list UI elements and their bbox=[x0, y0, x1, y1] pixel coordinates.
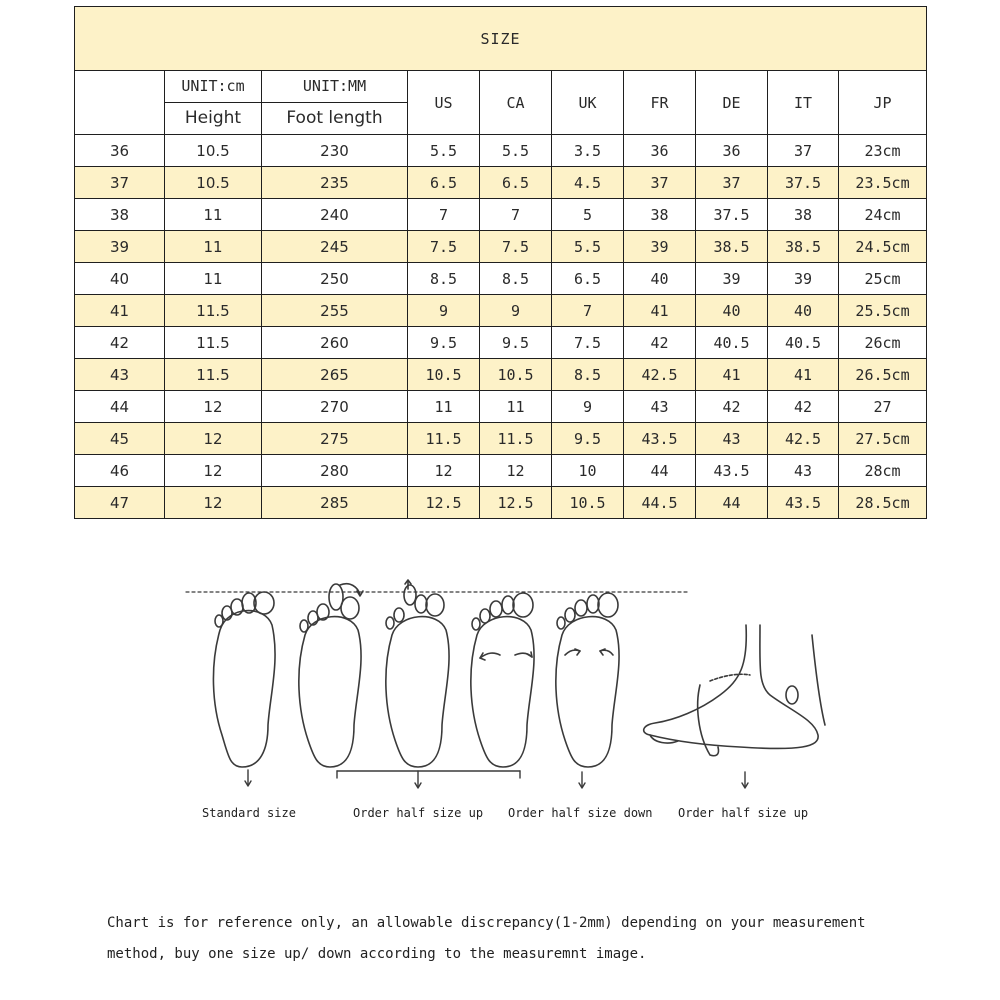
side-view-foot-drawing bbox=[644, 625, 825, 756]
cell-it: 43 bbox=[768, 455, 839, 487]
cell-fr: 39 bbox=[624, 231, 696, 263]
table-row bbox=[75, 263, 927, 295]
cell-height: 11 bbox=[165, 199, 262, 231]
cell-ca: 10.5 bbox=[480, 359, 552, 391]
cell-height: 10.5 bbox=[165, 135, 262, 167]
cell-it: 37 bbox=[768, 135, 839, 167]
cell-eu-size: 44 bbox=[75, 391, 165, 423]
cell-foot-length: 230 bbox=[262, 135, 408, 167]
cell-jp: 28cm bbox=[839, 455, 927, 487]
wide-forefoot-drawing bbox=[386, 580, 449, 767]
cell-eu-size: 42 bbox=[75, 327, 165, 359]
unit-mm-label: UNIT:MM bbox=[262, 71, 407, 103]
cell-jp: 27 bbox=[839, 391, 927, 423]
cell-foot-length: 280 bbox=[262, 455, 408, 487]
cell-fr: 36 bbox=[624, 135, 696, 167]
cell-height: 12 bbox=[165, 423, 262, 455]
table-row bbox=[75, 231, 927, 263]
cell-fr: 42 bbox=[624, 327, 696, 359]
cell-uk: 7.5 bbox=[552, 327, 624, 359]
size-title: SIZE bbox=[75, 7, 927, 71]
unit-cm-label: UNIT:cm bbox=[165, 71, 261, 103]
cell-us: 6.5 bbox=[408, 167, 480, 199]
cell-height: 11.5 bbox=[165, 295, 262, 327]
cell-de: 40.5 bbox=[696, 327, 768, 359]
cell-ca: 11 bbox=[480, 391, 552, 423]
cell-fr: 37 bbox=[624, 167, 696, 199]
reference-note bbox=[107, 908, 907, 970]
cell-foot-length: 265 bbox=[262, 359, 408, 391]
cell-jp: 28.5cm bbox=[839, 487, 927, 519]
cell-foot-length: 255 bbox=[262, 295, 408, 327]
cell-ca: 12 bbox=[480, 455, 552, 487]
cell-ca: 6.5 bbox=[480, 167, 552, 199]
cell-it: 40 bbox=[768, 295, 839, 327]
cell-foot-length: 275 bbox=[262, 423, 408, 455]
cell-ca: 5.5 bbox=[480, 135, 552, 167]
empty-header-cell bbox=[75, 71, 165, 135]
cell-jp: 24.5cm bbox=[839, 231, 927, 263]
cell-uk: 9 bbox=[552, 391, 624, 423]
note-line-2: method, buy one size up/ down according to the measuremnt image. bbox=[107, 946, 647, 962]
cell-fr: 44 bbox=[624, 455, 696, 487]
cell-fr: 38 bbox=[624, 199, 696, 231]
narrow-foot-drawing bbox=[471, 593, 534, 767]
header-jp: JP bbox=[839, 71, 927, 135]
cell-it: 39 bbox=[768, 263, 839, 295]
cell-jp: 27.5cm bbox=[839, 423, 927, 455]
cell-fr: 40 bbox=[624, 263, 696, 295]
cell-uk: 5.5 bbox=[552, 231, 624, 263]
cell-us: 9 bbox=[408, 295, 480, 327]
cell-uk: 3.5 bbox=[552, 135, 624, 167]
cell-us: 11.5 bbox=[408, 423, 480, 455]
height-header bbox=[165, 71, 262, 135]
cell-uk: 10 bbox=[552, 455, 624, 487]
cell-foot-length: 235 bbox=[262, 167, 408, 199]
cell-it: 42.5 bbox=[768, 423, 839, 455]
cell-de: 36 bbox=[696, 135, 768, 167]
cell-height: 11 bbox=[165, 263, 262, 295]
header-ca: CA bbox=[480, 71, 552, 135]
cell-eu-size: 43 bbox=[75, 359, 165, 391]
cell-eu-size: 45 bbox=[75, 423, 165, 455]
cell-us: 9.5 bbox=[408, 327, 480, 359]
size-rows bbox=[75, 135, 927, 519]
header-uk: UK bbox=[552, 71, 624, 135]
cell-jp: 24cm bbox=[839, 199, 927, 231]
caption-order-half-size-up-side: Order half size up bbox=[678, 806, 809, 820]
cell-eu-size: 41 bbox=[75, 295, 165, 327]
cell-height: 11 bbox=[165, 231, 262, 263]
table-row bbox=[75, 199, 927, 231]
cell-eu-size: 36 bbox=[75, 135, 165, 167]
cell-ca: 7.5 bbox=[480, 231, 552, 263]
cell-height: 12 bbox=[165, 455, 262, 487]
cell-de: 43 bbox=[696, 423, 768, 455]
cell-de: 37.5 bbox=[696, 199, 768, 231]
caption-standard-size: Standard size bbox=[202, 806, 296, 820]
cell-foot-length: 240 bbox=[262, 199, 408, 231]
cell-jp: 25.5cm bbox=[839, 295, 927, 327]
cell-de: 41 bbox=[696, 359, 768, 391]
cell-us: 12.5 bbox=[408, 487, 480, 519]
cell-de: 38.5 bbox=[696, 231, 768, 263]
cell-us: 11 bbox=[408, 391, 480, 423]
cell-height: 11.5 bbox=[165, 327, 262, 359]
table-row bbox=[75, 423, 927, 455]
table-row bbox=[75, 487, 927, 519]
cell-uk: 9.5 bbox=[552, 423, 624, 455]
cell-height: 12 bbox=[165, 391, 262, 423]
cell-uk: 5 bbox=[552, 199, 624, 231]
caption-order-half-size-up: Order half size up bbox=[353, 806, 484, 820]
cell-foot-length: 245 bbox=[262, 231, 408, 263]
cell-eu-size: 37 bbox=[75, 167, 165, 199]
cell-de: 39 bbox=[696, 263, 768, 295]
cell-height: 10.5 bbox=[165, 167, 262, 199]
cell-us: 5.5 bbox=[408, 135, 480, 167]
long-second-toe-foot-drawing bbox=[299, 584, 363, 767]
cell-it: 41 bbox=[768, 359, 839, 391]
cell-us: 12 bbox=[408, 455, 480, 487]
cell-eu-size: 40 bbox=[75, 263, 165, 295]
cell-fr: 42.5 bbox=[624, 359, 696, 391]
cell-ca: 8.5 bbox=[480, 263, 552, 295]
cell-uk: 6.5 bbox=[552, 263, 624, 295]
table-row bbox=[75, 327, 927, 359]
header-us: US bbox=[408, 71, 480, 135]
cell-uk: 8.5 bbox=[552, 359, 624, 391]
cell-it: 40.5 bbox=[768, 327, 839, 359]
cell-de: 37 bbox=[696, 167, 768, 199]
header-de: DE bbox=[696, 71, 768, 135]
cell-it: 37.5 bbox=[768, 167, 839, 199]
table-row bbox=[75, 135, 927, 167]
cell-jp: 26.5cm bbox=[839, 359, 927, 391]
table-row bbox=[75, 167, 927, 199]
cell-jp: 26cm bbox=[839, 327, 927, 359]
header-fr: FR bbox=[624, 71, 696, 135]
cell-fr: 41 bbox=[624, 295, 696, 327]
cell-foot-length: 285 bbox=[262, 487, 408, 519]
cell-ca: 11.5 bbox=[480, 423, 552, 455]
cell-it: 38.5 bbox=[768, 231, 839, 263]
cell-foot-length: 270 bbox=[262, 391, 408, 423]
cell-de: 40 bbox=[696, 295, 768, 327]
cell-it: 43.5 bbox=[768, 487, 839, 519]
size-table bbox=[74, 6, 927, 519]
cell-eu-size: 38 bbox=[75, 199, 165, 231]
cell-ca: 9.5 bbox=[480, 327, 552, 359]
wide-foot-drawing bbox=[556, 593, 619, 767]
cell-eu-size: 46 bbox=[75, 455, 165, 487]
cell-ca: 12.5 bbox=[480, 487, 552, 519]
cell-eu-size: 39 bbox=[75, 231, 165, 263]
cell-fr: 43.5 bbox=[624, 423, 696, 455]
cell-us: 7.5 bbox=[408, 231, 480, 263]
cell-uk: 4.5 bbox=[552, 167, 624, 199]
cell-fr: 43 bbox=[624, 391, 696, 423]
height-label: Height bbox=[184, 108, 242, 128]
foot-length-label: Foot length bbox=[286, 108, 383, 128]
cell-height: 11.5 bbox=[165, 359, 262, 391]
standard-foot-drawing bbox=[213, 592, 275, 767]
foot-illustration bbox=[180, 575, 840, 835]
foot-length-header bbox=[262, 71, 408, 135]
cell-us: 8.5 bbox=[408, 263, 480, 295]
cell-height: 12 bbox=[165, 487, 262, 519]
note-line-1: Chart is for reference only, an allowable discrepancy(1-2mm) depending on your measurement bbox=[107, 915, 866, 931]
cell-us: 10.5 bbox=[408, 359, 480, 391]
table-row bbox=[75, 295, 927, 327]
header-it: IT bbox=[768, 71, 839, 135]
cell-jp: 25cm bbox=[839, 263, 927, 295]
table-row bbox=[75, 391, 927, 423]
cell-fr: 44.5 bbox=[624, 487, 696, 519]
cell-uk: 10.5 bbox=[552, 487, 624, 519]
cell-jp: 23cm bbox=[839, 135, 927, 167]
header-row bbox=[75, 71, 927, 135]
cell-de: 44 bbox=[696, 487, 768, 519]
cell-foot-length: 250 bbox=[262, 263, 408, 295]
cell-eu-size: 47 bbox=[75, 487, 165, 519]
cell-it: 42 bbox=[768, 391, 839, 423]
cell-it: 38 bbox=[768, 199, 839, 231]
cell-us: 7 bbox=[408, 199, 480, 231]
cell-de: 43.5 bbox=[696, 455, 768, 487]
cell-ca: 9 bbox=[480, 295, 552, 327]
table-row bbox=[75, 455, 927, 487]
cell-de: 42 bbox=[696, 391, 768, 423]
caption-order-half-size-down: Order half size down bbox=[508, 806, 653, 820]
table-row bbox=[75, 359, 927, 391]
cell-foot-length: 260 bbox=[262, 327, 408, 359]
cell-uk: 7 bbox=[552, 295, 624, 327]
cell-ca: 7 bbox=[480, 199, 552, 231]
cell-jp: 23.5cm bbox=[839, 167, 927, 199]
